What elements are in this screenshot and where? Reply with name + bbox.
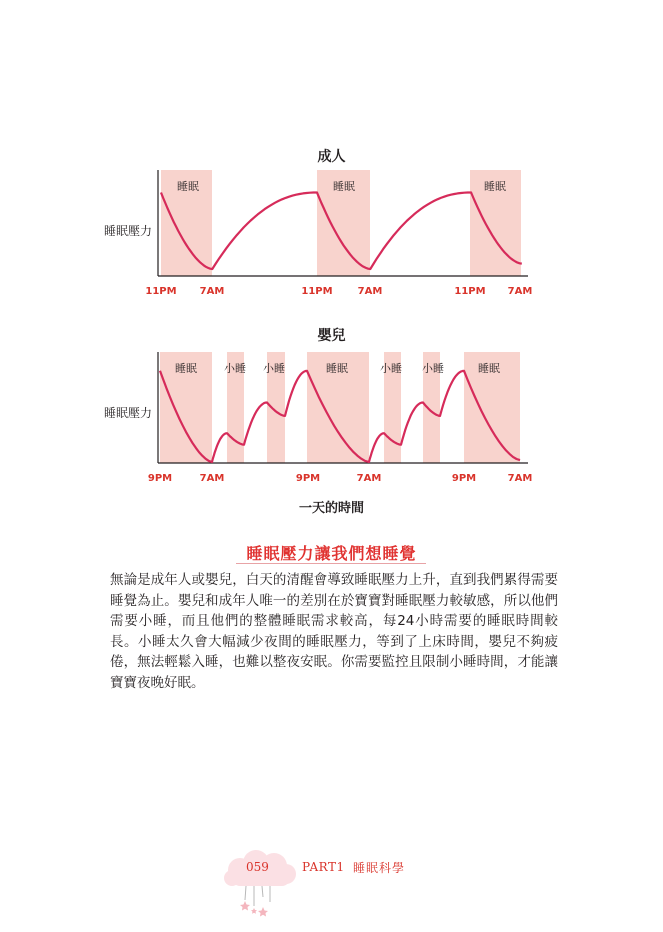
- band-label-5: 小睡: [422, 362, 444, 375]
- baby-y-axis-label: 睡眠壓力: [104, 406, 153, 420]
- section-heading: 睡眠壓力讓我們想睡覺: [246, 544, 417, 563]
- part-label: PART1: [302, 860, 345, 874]
- body-paragraph: 無論是成年人或嬰兒，白天的清醒會導致睡眠壓力上升，直到我們累得需要睡覺為止。嬰兒和成年人唯一的差別在於寶寶對睡眠壓力較敏感，所以他們需要小睡，而且他們的整體睡眠需求較高，每24小時需要的睡眠時間較長。小睡太久會大幅減少夜間的睡眠壓力，等到了上床時間，嬰兒不夠疲倦，無法輕鬆入睡，也難以整夜安眠。你需要監控且限制小睡時間，才能讓寶寶夜晚好眠。: [110, 572, 558, 691]
- band-label-1: 小睡: [224, 362, 246, 375]
- heading-underline: [236, 563, 426, 564]
- chapter-label: 睡眠科學: [353, 861, 406, 875]
- baby-chart-title: 嬰兒: [317, 328, 346, 344]
- band-label-6: 睡眠: [478, 362, 500, 375]
- band-label-3: 睡眠: [326, 362, 348, 375]
- x-tick-4: 11PM: [454, 286, 486, 297]
- adult-y-axis-label: 睡眠壓力: [104, 224, 153, 238]
- band-label-0: 睡眠: [175, 362, 197, 375]
- x-tick-1: 7AM: [199, 286, 225, 297]
- x-tick-0: 9PM: [147, 473, 173, 484]
- time-of-day-caption: 一天的時間: [298, 501, 364, 516]
- x-tick-1: 7AM: [199, 473, 225, 484]
- x-tick-3: 7AM: [357, 286, 383, 297]
- baby-sleep-pressure-chart: [0, 340, 663, 490]
- x-tick-5: 7AM: [507, 473, 533, 484]
- x-tick-4: 9PM: [451, 473, 477, 484]
- x-tick-2: 11PM: [301, 286, 333, 297]
- adult-chart-title: 成人: [317, 149, 346, 165]
- band-label-1: 睡眠: [333, 180, 355, 193]
- page-number: 059: [246, 860, 269, 874]
- band-label-0: 睡眠: [177, 180, 199, 193]
- band-label-2: 睡眠: [484, 180, 506, 193]
- x-tick-0: 11PM: [145, 286, 177, 297]
- x-tick-3: 7AM: [356, 473, 382, 484]
- adult-sleep-pressure-chart: [0, 160, 663, 320]
- x-tick-5: 7AM: [507, 286, 533, 297]
- band-label-2: 小睡: [263, 362, 285, 375]
- band-label-4: 小睡: [380, 362, 402, 375]
- x-tick-2: 9PM: [295, 473, 321, 484]
